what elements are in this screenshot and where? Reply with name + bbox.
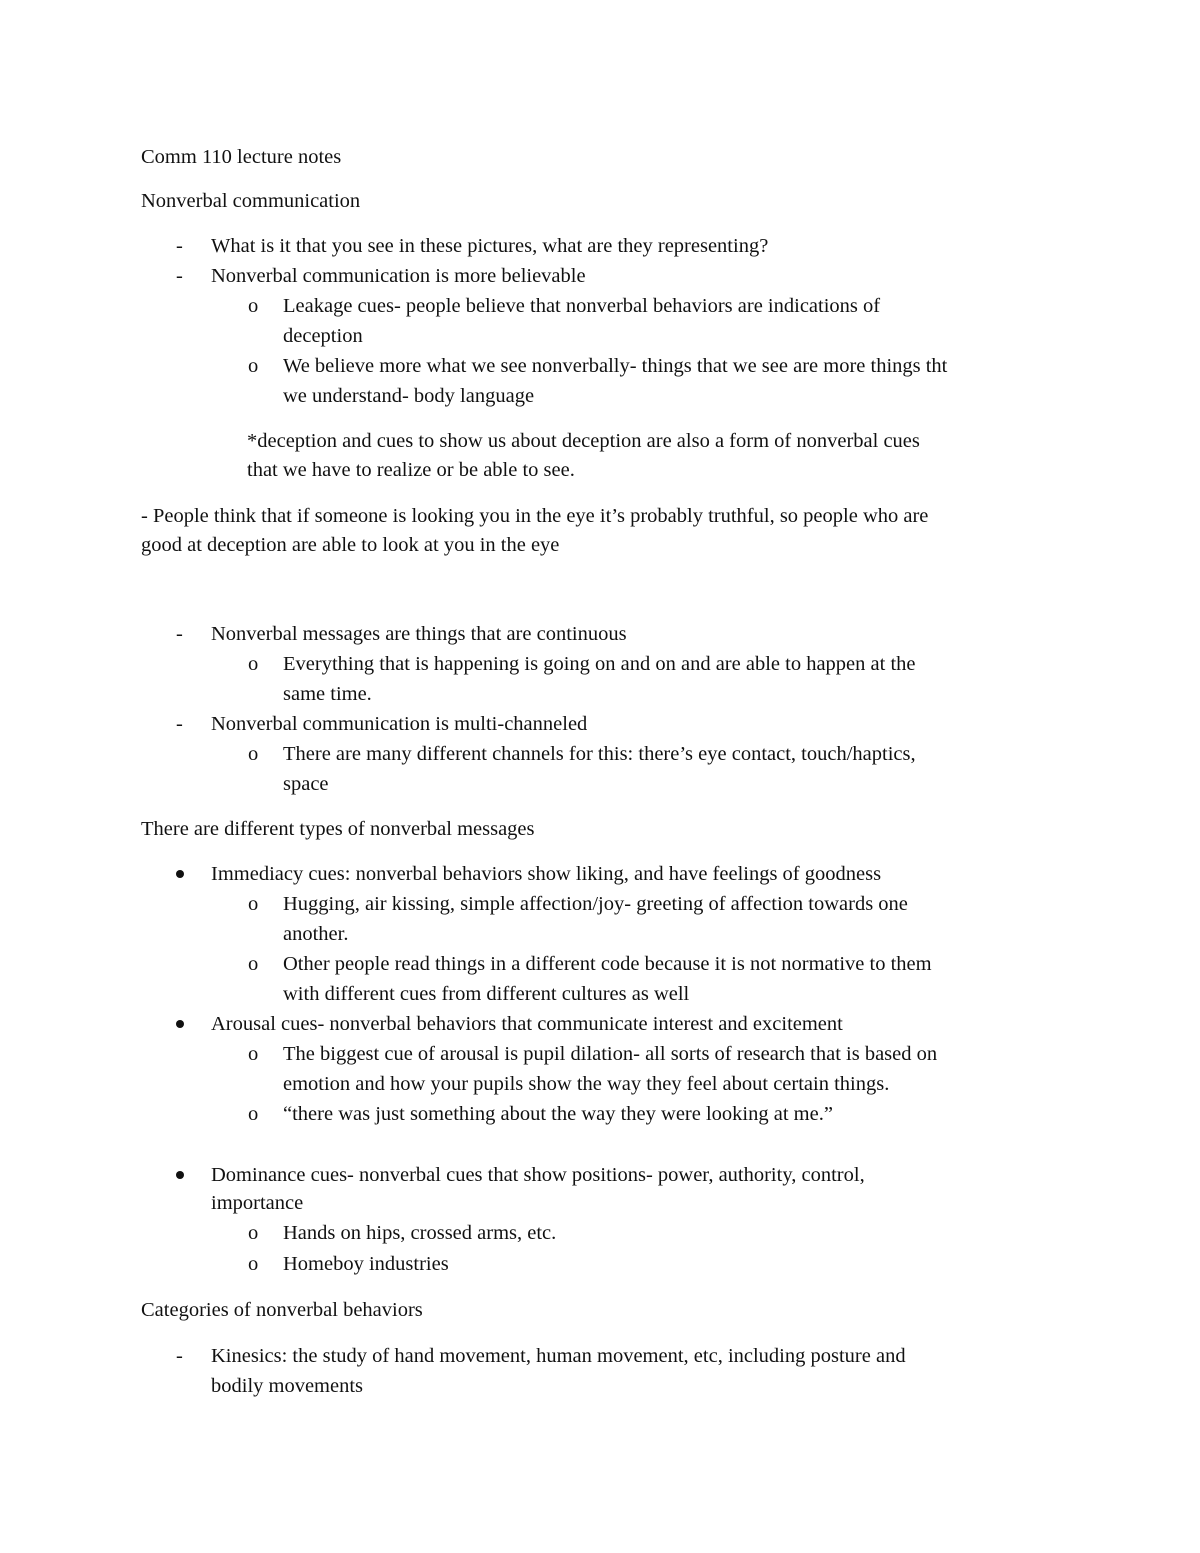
sub-list-item-cont: we understand- body language bbox=[283, 385, 535, 407]
sub-list-item: Everything that is happening is going on and on and are able to happen at the bbox=[283, 653, 916, 675]
section-heading: Nonverbal communication bbox=[141, 190, 361, 212]
list-item: Kinesics: the study of hand movement, human movement, etc, including posture and bbox=[211, 1345, 906, 1367]
sub-list-item: There are many different channels for this: there’s eye contact, touch/haptics, bbox=[283, 743, 916, 765]
sub-list-item-cont: same time. bbox=[283, 683, 372, 705]
section-heading: There are different types of nonverbal messages bbox=[141, 818, 535, 840]
paragraph: - People think that if someone is looking you in the eye it’s probably truthful, so people who are bbox=[141, 505, 929, 527]
list-item: Immediacy cues: nonverbal behaviors show liking, and have feelings of goodness bbox=[211, 863, 882, 885]
bullet-dot-icon bbox=[176, 870, 184, 878]
list-item-cont: importance bbox=[211, 1192, 304, 1214]
bullet-dot-icon bbox=[176, 1020, 184, 1028]
list-item: Nonverbal communication is more believable bbox=[211, 265, 586, 287]
sub-list-item-cont: deception bbox=[283, 325, 363, 347]
list-item-cont: bodily movements bbox=[211, 1375, 364, 1397]
circle-marker: o bbox=[248, 355, 259, 377]
list-item: Nonverbal messages are things that are continuous bbox=[211, 623, 627, 645]
sub-list-item-cont: space bbox=[283, 773, 329, 795]
sub-list-item-cont: emotion and how your pupils show the way they feel about certain things. bbox=[283, 1073, 890, 1095]
sub-list-item: We believe more what we see nonverbally- things that we see are more things tht bbox=[283, 355, 948, 377]
sub-list-item: Other people read things in a different code because it is not normative to them bbox=[283, 953, 932, 975]
dash-marker: - bbox=[176, 235, 183, 257]
list-item: What is it that you see in these pictures, what are they representing? bbox=[211, 235, 769, 257]
list-item: Dominance cues- nonverbal cues that show positions- power, authority, control, bbox=[211, 1164, 865, 1186]
bullet-dot-icon bbox=[176, 1171, 184, 1179]
note-text-cont: that we have to realize or be able to see. bbox=[247, 459, 575, 481]
circle-marker: o bbox=[248, 295, 259, 317]
circle-marker: o bbox=[248, 893, 259, 915]
dash-marker: - bbox=[176, 265, 183, 287]
circle-marker: o bbox=[248, 1253, 259, 1275]
circle-marker: o bbox=[248, 743, 259, 765]
list-item: Arousal cues- nonverbal behaviors that communicate interest and excitement bbox=[211, 1013, 843, 1035]
paragraph-cont: good at deception are able to look at you in the eye bbox=[141, 534, 560, 556]
circle-marker: o bbox=[248, 653, 259, 675]
sub-list-item: Homeboy industries bbox=[283, 1253, 449, 1275]
sub-list-item: Hugging, air kissing, simple affection/joy- greeting of affection towards one bbox=[283, 893, 908, 915]
circle-marker: o bbox=[248, 1222, 259, 1244]
sub-list-item: “there was just something about the way they were looking at me.” bbox=[283, 1103, 833, 1125]
list-item: Nonverbal communication is multi-channeled bbox=[211, 713, 588, 735]
circle-marker: o bbox=[248, 953, 259, 975]
document-title: Comm 110 lecture notes bbox=[141, 146, 342, 168]
dash-marker: - bbox=[176, 713, 183, 735]
dash-marker: - bbox=[176, 1345, 183, 1367]
sub-list-item-cont: another. bbox=[283, 923, 349, 945]
circle-marker: o bbox=[248, 1043, 259, 1065]
sub-list-item: Leakage cues- people believe that nonverbal behaviors are indications of bbox=[283, 295, 881, 317]
dash-marker: - bbox=[176, 623, 183, 645]
sub-list-item-cont: with different cues from different cultures as well bbox=[283, 983, 690, 1005]
note-text: *deception and cues to show us about deception are also a form of nonverbal cues bbox=[247, 430, 920, 452]
sub-list-item: Hands on hips, crossed arms, etc. bbox=[283, 1222, 557, 1244]
section-heading: Categories of nonverbal behaviors bbox=[141, 1299, 423, 1321]
sub-list-item: The biggest cue of arousal is pupil dilation- all sorts of research that is based on bbox=[283, 1043, 938, 1065]
circle-marker: o bbox=[248, 1103, 259, 1125]
